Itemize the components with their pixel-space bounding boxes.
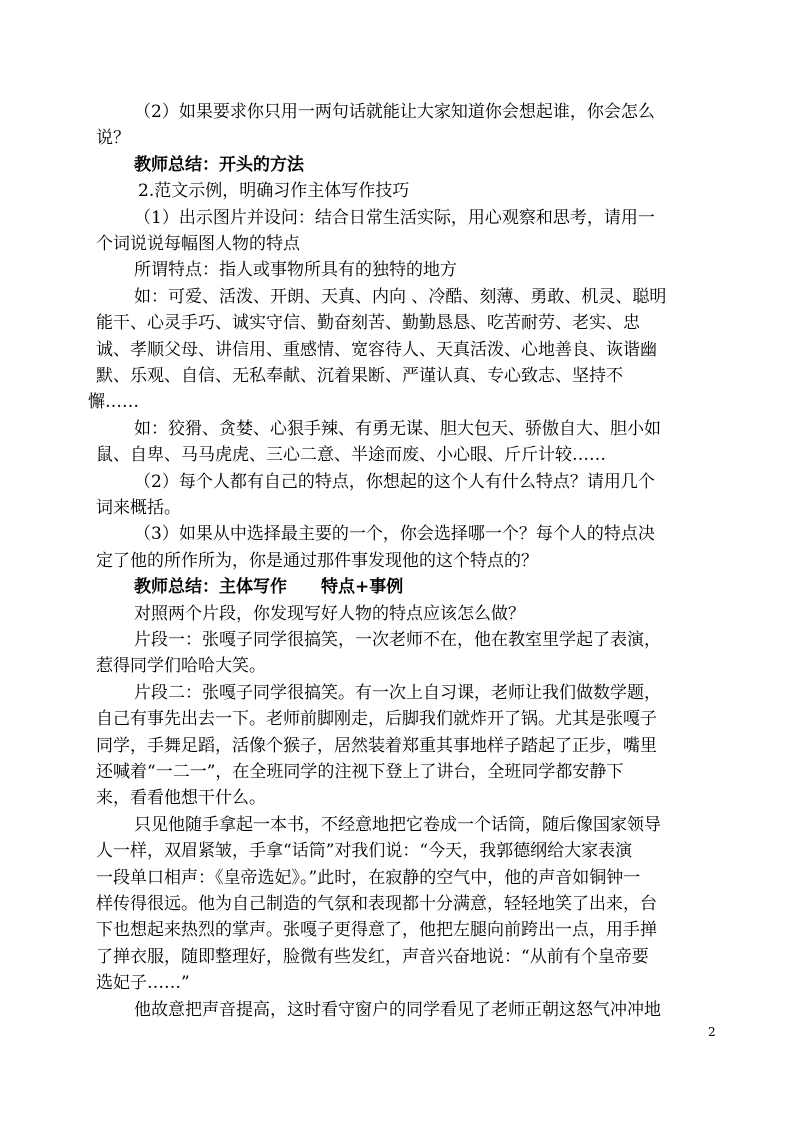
text-line: 词来概括。 [96, 498, 181, 518]
text-line: 自己有事先出去一下。老师前脚刚走，后脚我们就炸开了锅。尤其是张嘎子 [96, 709, 657, 730]
text-line: 懈…… [88, 392, 139, 413]
text-line: 教师总结：开头的方法 [134, 154, 304, 175]
text-line: （3）如果从中选择最主要的一个，你会选择哪一个？每个人的特点决 [134, 524, 655, 545]
text-line: 惹得同学们哈哈大笑。 [96, 656, 266, 677]
text-line: 他故意把声音提高，这时看守窗户的同学看见了老师正朝这怒气冲冲地 [134, 999, 661, 1020]
text-line: 能干、心灵手巧、诚实守信、勤奋刻苦、勤勤恳恳、吃苦耐劳、老实、忠 [96, 313, 640, 334]
text-line: 下也想起来热烈的掌声。张嘎子更得意了，他把左腿向前跨出一点，用手掸 [96, 920, 657, 941]
text-line: （2）如果要求你只用一两句话就能让大家知道你会想起谁，你会怎么 [134, 102, 655, 122]
text-line: 选妃子……” [96, 973, 190, 994]
text-line: 只见他随手拿起一本书，不经意地把它卷成一个话筒，随后像国家领导 [134, 814, 661, 835]
text-line: 一段单口相声：《皇帝选妃》。”此时，在寂静的空气中，他的声音如铜钟一 [96, 867, 641, 888]
page-number: 2 [708, 1025, 716, 1039]
text-line: 还喊着“一二一”，在全班同学的注视下登上了讲台，全班同学都安静下 [96, 762, 624, 782]
text-line: （2）每个人都有自己的特点，你想起的这个人有什么特点？请用几个 [134, 471, 655, 492]
text-line: （1）出示图片并设问：结合日常生活实际，用心观察和思考，请用一 [134, 207, 655, 228]
text-line: 来，看看他想干什么。 [96, 788, 266, 809]
text-line: 个词说说每幅图人物的特点 [96, 234, 300, 254]
text-line: 片段二：张嘎子同学很搞笑。有一次上自习课，老师让我们做数学题， [134, 682, 661, 703]
text-line: 如：可爱、活泼、开朗、天真、内向 、冷酷、刻薄、勇敢、机灵、聪明 [134, 286, 667, 307]
text-line: 了掸衣服，随即整理好，脸微有些发红，声音兴奋地说：“从前有个皇帝要 [96, 946, 649, 967]
text-line: 同学，手舞足蹈，活像个猴子，居然装着郑重其事地样子踏起了正步，嘴里 [96, 735, 657, 756]
text-line: 默、乐观、自信、无私奉献、沉着果断、严谨认真、专心致志、坚持不 [96, 366, 623, 386]
text-line: 2.范文示例，明确习作主体写作技巧 [138, 181, 410, 202]
text-line: 对照两个片段，你发现写好人物的特点应该怎么做？ [134, 603, 525, 624]
text-line: 说？ [96, 128, 130, 149]
text-line: 片段一：张嘎子同学很搞笑，一次老师不在，他在教室里学起了表演， [134, 630, 661, 650]
text-line: 样传得很远。他为自己制造的气氛和表现都十分满意，轻轻地笑了出来，台 [96, 894, 657, 914]
text-line: 如：狡猾、贪婪、心狠手辣、有勇无谋、胆大包天、骄傲自大、胆小如 [134, 418, 661, 439]
text-line: 定了他的所作所为，你是通过那件事发现他的这个特点的？ [96, 550, 538, 571]
text-line: 所谓特点：指人或事物所具有的独特的地方 [134, 260, 457, 281]
text-line: 人一样，双眉紧皱，手拿“话筒”对我们说：“今天，我郭德纲给大家表演 [96, 841, 633, 862]
text-line: 诚、孝顺父母、讲信用、重感情、宽容待人、天真活泼、心地善良、诙谐幽 [96, 339, 657, 360]
text-line: 教师总结：主体写作 特点+事例 [134, 577, 404, 598]
text-line: 鼠、自卑、马马虎虎、三心二意、半途而废、小心眼、斤斤计较…… [96, 445, 606, 466]
